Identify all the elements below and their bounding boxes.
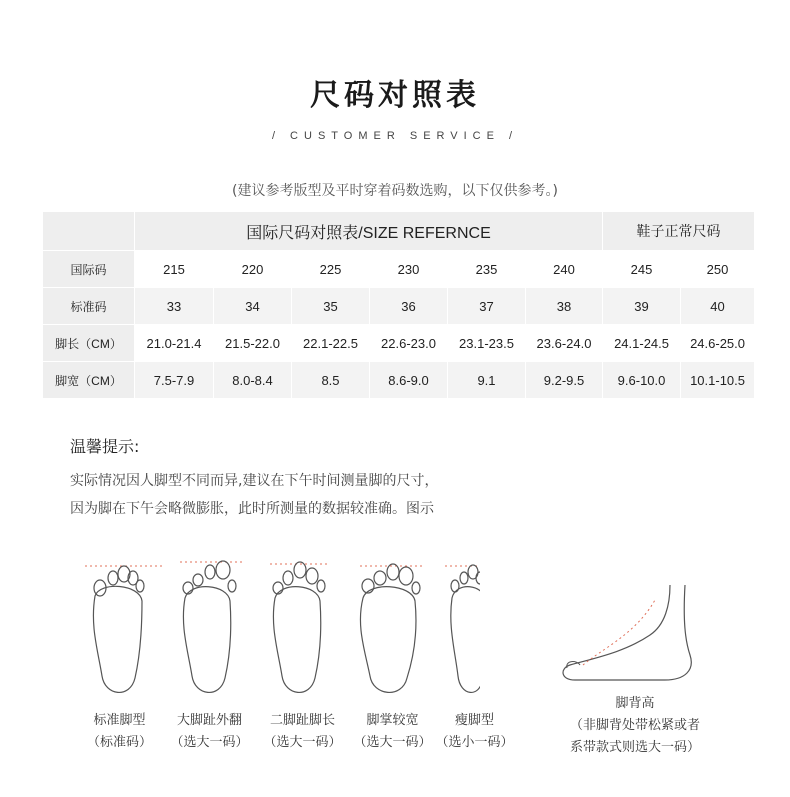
bunion-foot-icon — [183, 561, 236, 692]
subtitle: / CUSTOMER SERVICE / — [271, 130, 519, 142]
table-cell: 22.1-22.5 — [292, 325, 370, 362]
foot-advice: （选小一码） — [435, 735, 514, 750]
foot-types-illustration — [80, 556, 480, 706]
foot-label-bunion — [162, 710, 257, 754]
table-cell: 240 — [526, 251, 603, 288]
table-cell: 250 — [681, 251, 755, 288]
table-subtitle: 鞋子正常尺码 — [603, 212, 755, 251]
table-cell: 34 — [214, 288, 292, 325]
table-row — [43, 288, 755, 325]
instep-advice-1: （非脚背处带松紧或者 — [569, 718, 700, 733]
standard-foot-icon — [93, 566, 144, 692]
table-cell: 8.0-8.4 — [214, 362, 292, 399]
guide-lines — [85, 562, 480, 566]
foot-label-instep — [545, 693, 725, 759]
row-label: 脚宽（CM） — [43, 362, 135, 399]
table-cell: 7.5-7.9 — [135, 362, 214, 399]
second-toe-long-foot-icon — [273, 562, 325, 692]
size-table — [42, 211, 755, 399]
foot-label-wide — [345, 710, 440, 754]
reference-note: (建议参考版型及平时穿着码数选购，以下仅供参考。) — [232, 183, 558, 199]
table-cell: 230 — [370, 251, 448, 288]
table-cell: 21.0-21.4 — [135, 325, 214, 362]
table-cell: 24.1-24.5 — [603, 325, 681, 362]
table-cell: 33 — [135, 288, 214, 325]
table-cell: 22.6-23.0 — [370, 325, 448, 362]
tip-line-1: 实际情况因人脚型不同而异,建议在下午时间测量脚的尺寸， — [70, 473, 439, 489]
table-row — [43, 251, 755, 288]
tip-line-2: 因为脚在下午会略微膨胀，此时所测量的数据较准确。图示 — [70, 501, 434, 517]
table-cell: 39 — [603, 288, 681, 325]
foot-advice: （选大一码） — [353, 735, 432, 750]
table-cell: 9.6-10.0 — [603, 362, 681, 399]
table-cell: 8.5 — [292, 362, 370, 399]
table-cell: 8.6-9.0 — [370, 362, 448, 399]
foot-label-narrow — [427, 710, 522, 754]
table-title: 国际尺码对照表/SIZE REFERNCE — [135, 212, 603, 251]
instep-name: 脚背高 — [615, 696, 655, 711]
row-label: 脚长（CM） — [43, 325, 135, 362]
foot-advice: （标准码） — [86, 735, 152, 750]
table-cell: 215 — [135, 251, 214, 288]
table-header-row — [43, 212, 755, 251]
table-cell: 9.1 — [448, 362, 526, 399]
table-cell: 220 — [214, 251, 292, 288]
foot-label-second-toe — [255, 710, 350, 754]
tips-heading: 温馨提示: — [70, 437, 140, 456]
table-row — [43, 362, 755, 399]
row-label: 标准码 — [43, 288, 135, 325]
table-cell: 24.6-25.0 — [681, 325, 755, 362]
table-cell: 10.1-10.5 — [681, 362, 755, 399]
table-cell: 40 — [681, 288, 755, 325]
table-cell: 35 — [292, 288, 370, 325]
table-cell: 23.6-24.0 — [526, 325, 603, 362]
foot-advice: （选大一码） — [263, 735, 342, 750]
row-label: 国际码 — [43, 251, 135, 288]
foot-name: 二脚趾脚长 — [269, 713, 335, 728]
table-cell: 36 — [370, 288, 448, 325]
foot-name: 脚掌较宽 — [366, 713, 419, 728]
instep-advice-2: 系带款式则选大一码） — [569, 740, 700, 755]
table-cell: 9.2-9.5 — [526, 362, 603, 399]
instep-foot-icon — [555, 580, 715, 690]
table-cell: 235 — [448, 251, 526, 288]
table-cell: 245 — [603, 251, 681, 288]
table-cell: 37 — [448, 288, 526, 325]
foot-name: 瘦脚型 — [454, 713, 494, 728]
wide-foot-icon — [360, 564, 420, 692]
table-cell: 23.1-23.5 — [448, 325, 526, 362]
table-cell: 38 — [526, 288, 603, 325]
table-row — [43, 325, 755, 362]
narrow-foot-icon — [451, 565, 480, 692]
table-cell: 225 — [292, 251, 370, 288]
page-title: 尺码对照表 — [310, 78, 480, 113]
table-cell: 21.5-22.0 — [214, 325, 292, 362]
foot-name: 标准脚型 — [93, 713, 146, 728]
foot-label-standard — [72, 710, 167, 754]
foot-name: 大脚趾外翻 — [176, 713, 242, 728]
foot-advice: （选大一码） — [170, 735, 249, 750]
